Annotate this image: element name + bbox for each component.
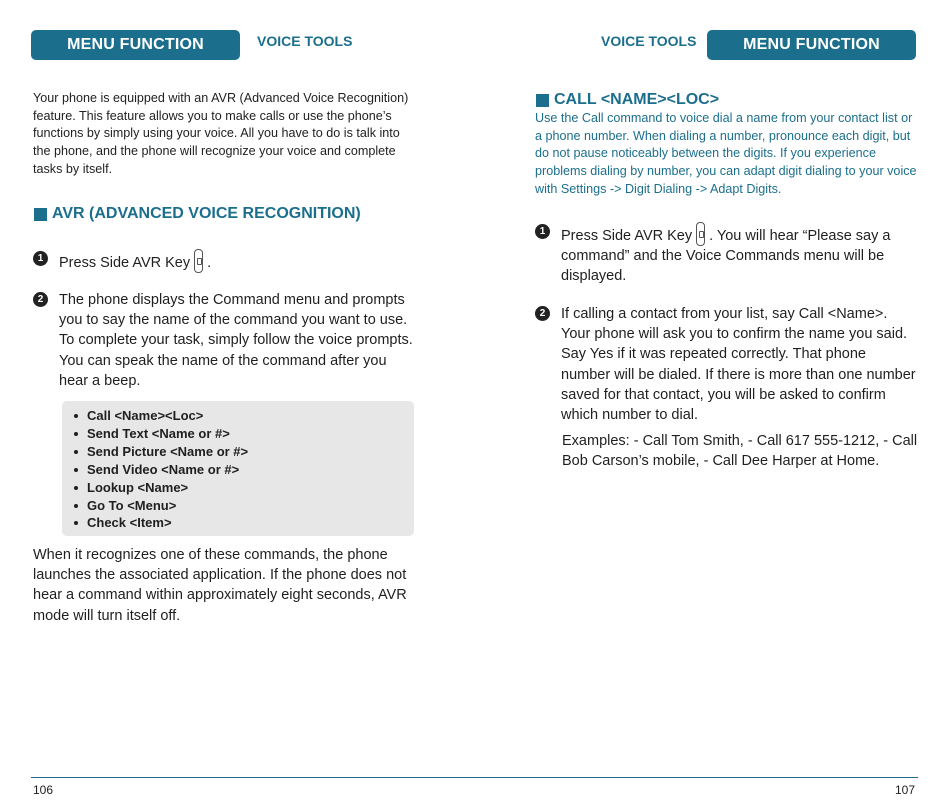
- avr-step-1: [33, 249, 413, 271]
- call-heading: [536, 91, 719, 109]
- avr-heading-text: AVR (ADVANCED VOICE RECOGNITION): [52, 205, 361, 222]
- command-item: Go To <Menu>: [74, 497, 414, 515]
- avr-heading: [34, 205, 361, 223]
- avr-key-icon: [696, 222, 705, 246]
- avr-closing-paragraph: When it recognizes one of these commands, the phone launches the associated application. If the phone does not hear a command within approximately eight seconds, AVR mode will turn itself off.: [33, 547, 407, 624]
- menu-function-badge: MENU FUNCTION: [707, 30, 916, 60]
- step-number-2: 2: [535, 306, 550, 321]
- page-number-right: 107: [894, 783, 915, 797]
- command-item: Check <Item>: [74, 514, 414, 532]
- command-item: Send Video <Name or #>: [74, 461, 414, 479]
- call-step-1-text: Press Side AVR Key: [561, 228, 693, 244]
- command-item: Call <Name><Loc>: [74, 407, 414, 425]
- avr-step-1-period: .: [207, 255, 212, 271]
- footer-rule-left: [31, 777, 475, 778]
- command-item: Send Text <Name or #>: [74, 425, 414, 443]
- call-step-1: [535, 222, 919, 284]
- avr-key-icon: [194, 249, 203, 273]
- call-step-2: [535, 304, 919, 426]
- avr-step-2: [33, 290, 413, 395]
- section-label-voice-tools: VOICE TOOLS: [601, 33, 697, 49]
- avr-step-2-text: The phone displays the Command menu and prompts you to say the name of the command you want to use. To complete your task, simply follow the voice prompts. You can speak the name of the command after you hear a beep.: [59, 292, 413, 389]
- command-item: Lookup <Name>: [74, 479, 414, 497]
- call-examples: Examples: - Call Tom Smith, - Call 617 555-1212, - Call Bob Carson’s mobile, - Call Dee Harper at Home.: [562, 433, 918, 470]
- command-item: Send Picture <Name or #>: [74, 443, 414, 461]
- command-list-box: [62, 401, 414, 536]
- section-label-voice-tools: VOICE TOOLS: [257, 33, 353, 49]
- step-number-1: 1: [535, 224, 550, 239]
- call-heading-text: CALL <NAME><LOC>: [554, 91, 720, 108]
- call-step-2-text: If calling a contact from your list, say Call <Name>. Your phone will ask you to confirm the name you said. Say Yes if it was repeated correctly. That phone number will be dialed. If there is more than one number saved for that contact, you will be asked to confirm which number to dial.: [561, 306, 916, 424]
- page-number-left: 106: [33, 783, 54, 797]
- step-number-2: 2: [33, 292, 48, 307]
- right-page: [475, 0, 950, 812]
- avr-step-1-text: Press Side AVR Key: [59, 255, 191, 271]
- step-number-1: 1: [33, 251, 48, 266]
- avr-intro: Your phone is equipped with an AVR (Advanced Voice Recognition) feature. This feature allows you to make calls or use the phone’s functions by simply using your voice. All you have to do is talk into the phone, and the phone will recognize your voice and complete tasks by itself.: [33, 91, 409, 176]
- command-list: [62, 401, 414, 532]
- heading-square-icon: [536, 94, 549, 107]
- heading-square-icon: [34, 208, 47, 221]
- call-intro: Use the Call command to voice dial a name from your contact list or a phone number. When dialing a number, pronounce each digit, but do not pause noticeably between the digits. If you experience problems dialing by number, you can adapt digit dialing to your voice with Settings -> Digit Dialing -> Adapt Digits.: [535, 111, 917, 196]
- footer-rule-right: [475, 777, 918, 778]
- menu-function-badge: MENU FUNCTION: [31, 30, 240, 60]
- call-step-1-text-cont: . You will hear “Please say a command” and the Voice Commands menu will be displayed.: [561, 228, 891, 285]
